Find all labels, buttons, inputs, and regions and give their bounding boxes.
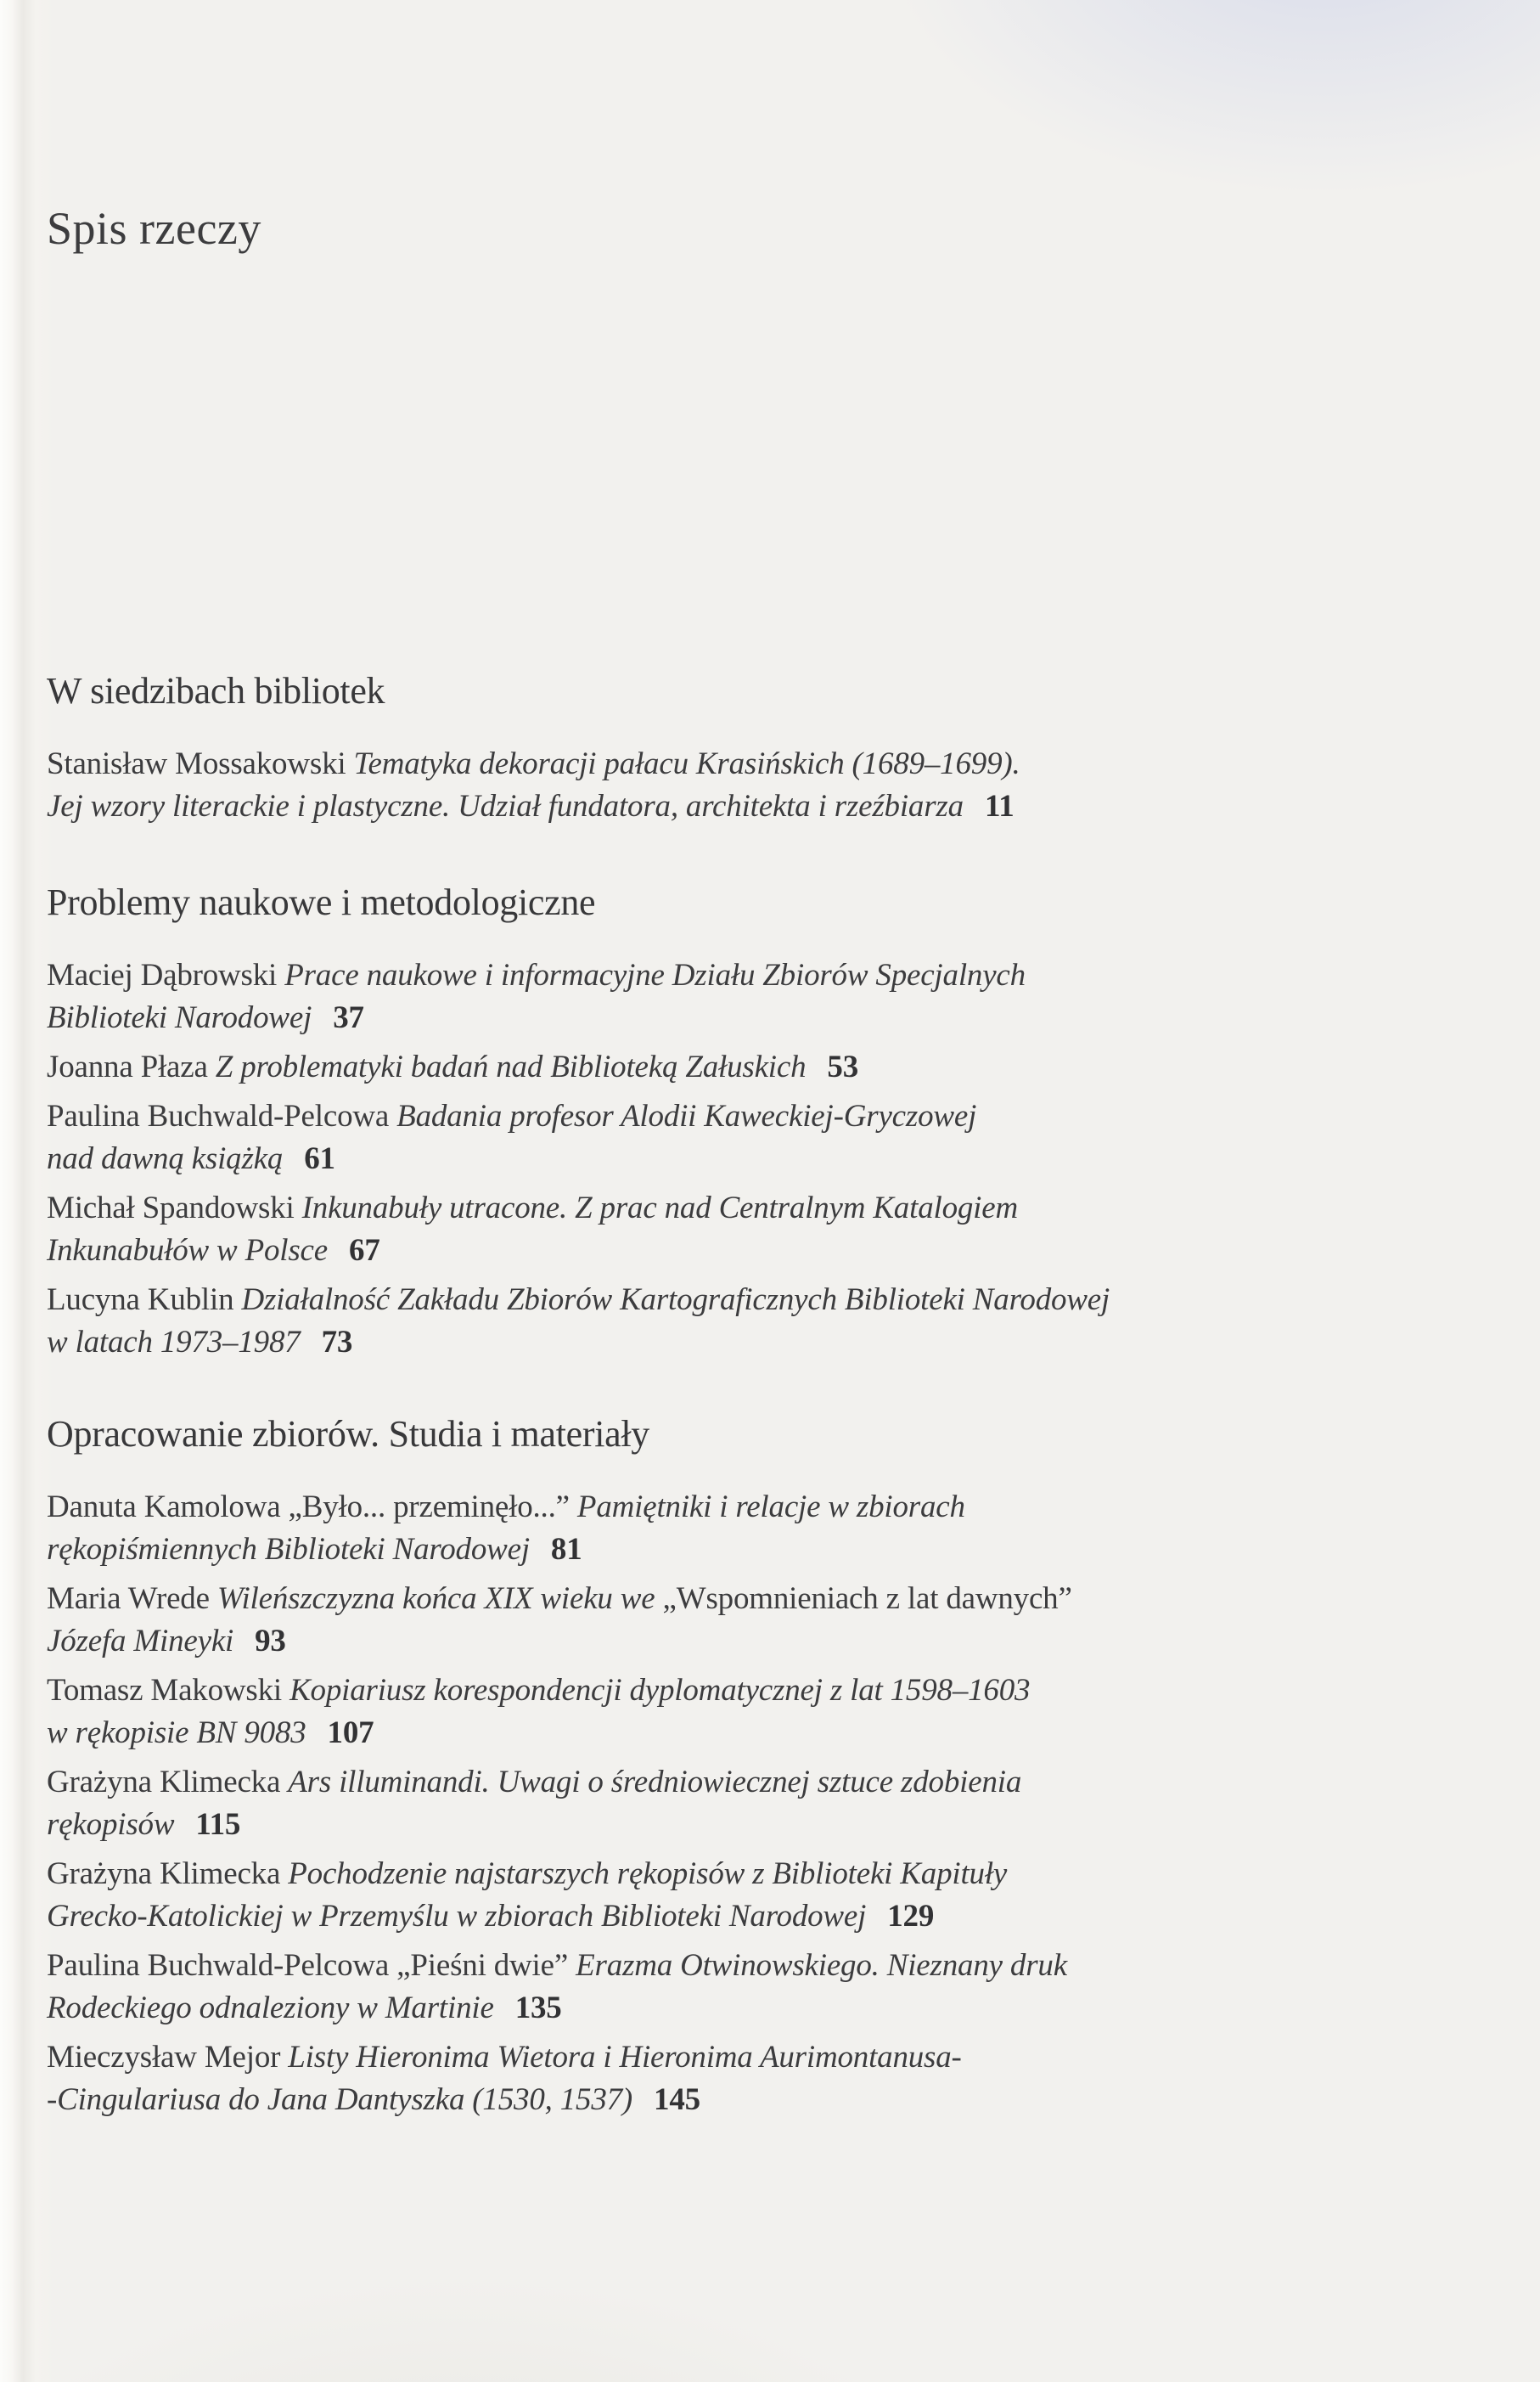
section-heading: W siedzibach bibliotek [47, 670, 385, 712]
toc-entry [47, 1853, 1481, 1938]
entry-text-italic: Działalność Zakładu Zbiorów Kartograficznych Biblioteki Narodowej [241, 1282, 1110, 1317]
entry-text-roman: Paulina Buchwald-Pelcowa „Pieśni dwie” [47, 1948, 576, 1983]
toc-entry [47, 1095, 1481, 1180]
entry-page-number: 81 [550, 1532, 582, 1567]
entry-text-italic: Rodeckiego odnaleziony w Martinie [47, 1991, 494, 2025]
entry-page-number: 67 [349, 1233, 380, 1268]
entry-text-italic: w rękopisie BN 9083 [47, 1715, 306, 1750]
entry-page-number: 145 [654, 2082, 700, 2117]
entry-page-number: 135 [514, 1991, 562, 2025]
entry-text-italic: rękopiśmiennych Biblioteki Narodowej [47, 1532, 530, 1567]
toc-entry [47, 1670, 1481, 1754]
entry-page-number: 129 [887, 1899, 935, 1934]
toc-section-problemy-naukowe [47, 881, 1481, 1371]
entry-text-italic: Ars illuminandi. Uwagi o średniowiecznej sztuce zdobienia [288, 1765, 1022, 1799]
entry-text-italic: Pamiętniki i relacje w zbiorach [576, 1489, 965, 1524]
toc-entry [47, 1945, 1481, 2030]
entry-text-italic: -Cingulariusa do Jana Dantyszka (1530, 1537) [47, 2082, 633, 2117]
entry-page-number: 61 [304, 1141, 335, 1176]
entry-text-italic: Biblioteki Narodowej [47, 1000, 312, 1035]
entry-page-number: 11 [984, 789, 1014, 824]
entry-text-italic: Wileńszczyzna końca XIX wieku we [216, 1581, 663, 1616]
toc-entry [47, 1761, 1481, 1846]
entry-text-italic: Grecko-Katolickiej w Przemyślu w zbiorach Biblioteki Narodowej [47, 1899, 867, 1934]
entry-text-italic: Józefa Mineyki [47, 1624, 234, 1658]
toc-entry [47, 1578, 1481, 1663]
entry-text-italic: Inkunabułów w Polsce [47, 1233, 329, 1268]
entry-text-italic: Tematyka dekoracji pałacu Krasińskich (1689–1699). [353, 746, 1020, 781]
entry-text-italic: rękopisów [47, 1807, 175, 1842]
entry-text-roman: Grażyna Klimecka [47, 1765, 289, 1799]
entry-text-italic: Prace naukowe i informacyjne Działu Zbiorów Specjalnych [284, 958, 1026, 993]
entry-text-roman: Danuta Kamolowa „Było... przeminęło...” [47, 1489, 577, 1524]
entry-text-italic: Kopiariusz korespondencji dyplomatycznej z lat 1598–1603 [289, 1673, 1031, 1708]
entry-text-italic: Badania profesor Alodii Kaweckiej-Gryczowej [396, 1099, 977, 1134]
entry-text-roman: Stanisław Mossakowski [47, 746, 354, 781]
toc-entry [47, 1486, 1481, 1571]
entry-text-italic: Z problematyki badań nad Biblioteką Załuskich [215, 1050, 807, 1084]
entry-text-italic: Erazma Otwinowskiego. Nieznany druk [576, 1948, 1067, 1983]
entry-page-number: 37 [333, 1000, 364, 1035]
entry-page-number: 93 [255, 1624, 286, 1658]
toc-entry [47, 1187, 1481, 1272]
entry-text-roman: Joanna Płaza [47, 1050, 216, 1084]
section-heading: Problemy naukowe i metodologiczne [47, 881, 596, 923]
entry-text-roman: Mieczysław Mejor [47, 2040, 289, 2075]
toc-entry [47, 2036, 1481, 2121]
toc-section-opracowanie-zbiorow [47, 1412, 1481, 2128]
toc-section-w-siedzibach-bibliotek [47, 669, 1481, 835]
entry-text-roman: Michał Spandowski [47, 1191, 302, 1225]
entry-text-roman: „Wspomnieniach z lat dawnych” [662, 1581, 1072, 1616]
entry-text-roman: Tomasz Makowski [47, 1673, 290, 1708]
entry-page-number: 115 [195, 1807, 241, 1842]
entry-text-roman: Paulina Buchwald-Pelcowa [47, 1099, 397, 1134]
entry-page-number: 107 [327, 1715, 374, 1750]
toc-entry [47, 743, 1481, 828]
entry-text-italic: Listy Hieronima Wietora i Hieronima Aurimontanusa- [288, 2040, 962, 2075]
entry-text-italic: nad dawną książką [47, 1141, 284, 1176]
entry-text-roman: Maria Wrede [47, 1581, 217, 1616]
entry-text-italic: Inkunabuły utracone. Z prac nad Centralnym Katalogiem [301, 1191, 1018, 1225]
page-title: Spis rzeczy [47, 203, 261, 254]
entry-text-italic: Pochodzenie najstarszych rękopisów z Biblioteki Kapituły [288, 1856, 1008, 1891]
toc-entry [47, 1046, 1481, 1089]
entry-text-italic: w latach 1973–1987 [47, 1325, 301, 1360]
section-heading: Opracowanie zbiorów. Studia i materiały [47, 1413, 649, 1455]
entry-text-roman: Maciej Dąbrowski [47, 958, 285, 993]
entry-text-italic: Jej wzory literackie i plastyczne. Udział fundatora, architekta i rzeźbiarza [47, 789, 964, 824]
entry-page-number: 53 [827, 1050, 859, 1084]
entry-page-number: 73 [321, 1325, 353, 1360]
entry-text-roman: Grażyna Klimecka [47, 1856, 289, 1891]
toc-entry [47, 954, 1481, 1039]
toc-entry [47, 1279, 1481, 1364]
entry-text-roman: Lucyna Kublin [47, 1282, 242, 1317]
